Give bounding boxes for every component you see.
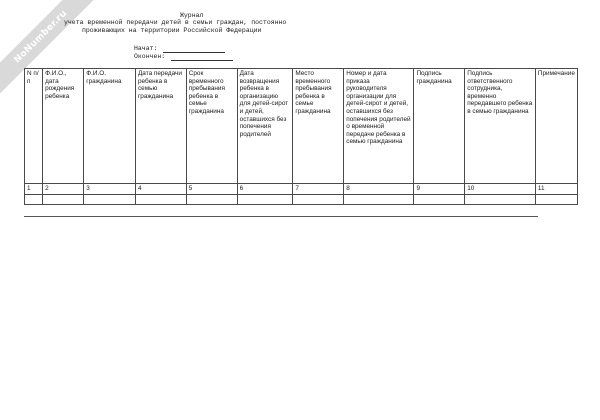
- column-number-cell: 11: [535, 184, 577, 195]
- header-cell: Номер и дата приказа руководителя организации для детей-сирот и детей, оставшихся без попечения родителей о временной передаче ребенка в семью гражданина: [344, 69, 414, 184]
- column-number-cell: 10: [465, 184, 536, 195]
- blank-cell: [135, 194, 186, 204]
- blank-cell: [293, 194, 344, 204]
- column-number-cell: 9: [414, 184, 465, 195]
- blank-cell: [25, 194, 43, 204]
- header-cell: Подпись гражданина: [414, 69, 465, 184]
- column-number-cell: 2: [43, 184, 84, 195]
- header-row: [25, 69, 578, 184]
- column-number-cell: 1: [25, 184, 43, 195]
- column-number-cell: 6: [237, 184, 293, 195]
- header-cell: Место временного пребывания ребенка в семье гражданина: [293, 69, 344, 184]
- blank-cell: [43, 194, 84, 204]
- journal-table: [24, 68, 578, 205]
- blank-entry-row: [25, 194, 578, 204]
- blank-cell: [186, 194, 237, 204]
- blank-cell: [535, 194, 577, 204]
- watermark-text: NoNumber.ru: [12, 8, 70, 66]
- footnote-separator-line: [24, 216, 538, 217]
- header-cell: Примечание: [535, 69, 577, 184]
- column-number-cell: 7: [293, 184, 344, 195]
- header-cell: Срок временного пребывания ребенка в семье гражданина: [186, 69, 237, 184]
- finished-label: Окончен:: [134, 53, 166, 60]
- title-line-1: Журнал: [180, 12, 204, 19]
- blank-cell: [84, 194, 136, 204]
- blank-cell: [465, 194, 536, 204]
- column-number-cell: 5: [186, 184, 237, 195]
- header-cell: Подпись ответственного сотрудника, временно передавшего ребенка в семью гражданина: [465, 69, 536, 184]
- blank-cell: [414, 194, 465, 204]
- header-cell: Ф.И.О. гражданина: [84, 69, 136, 184]
- header-cell: Дата передачи ребенка в семью гражданина: [135, 69, 186, 184]
- started-label: Начат:: [134, 45, 158, 52]
- header-cell: N п/п: [25, 69, 43, 184]
- column-number-cell: 4: [135, 184, 186, 195]
- blank-cell: [237, 194, 293, 204]
- title-line-2: учета временной передачи детей в семьи граждан, постоянно: [64, 19, 287, 26]
- header-cell: Ф.И.О., дата рождения ребенка: [43, 69, 84, 184]
- title-line-3: проживающих на территории Российской Федерации: [82, 27, 262, 34]
- header-cell: Дата возвращения ребенка в организацию для детей-сирот и детей, оставшихся без попечения родителей: [237, 69, 293, 184]
- column-number-row: [25, 184, 578, 195]
- column-number-cell: 8: [344, 184, 414, 195]
- blank-cell: [344, 194, 414, 204]
- column-number-cell: 3: [84, 184, 136, 195]
